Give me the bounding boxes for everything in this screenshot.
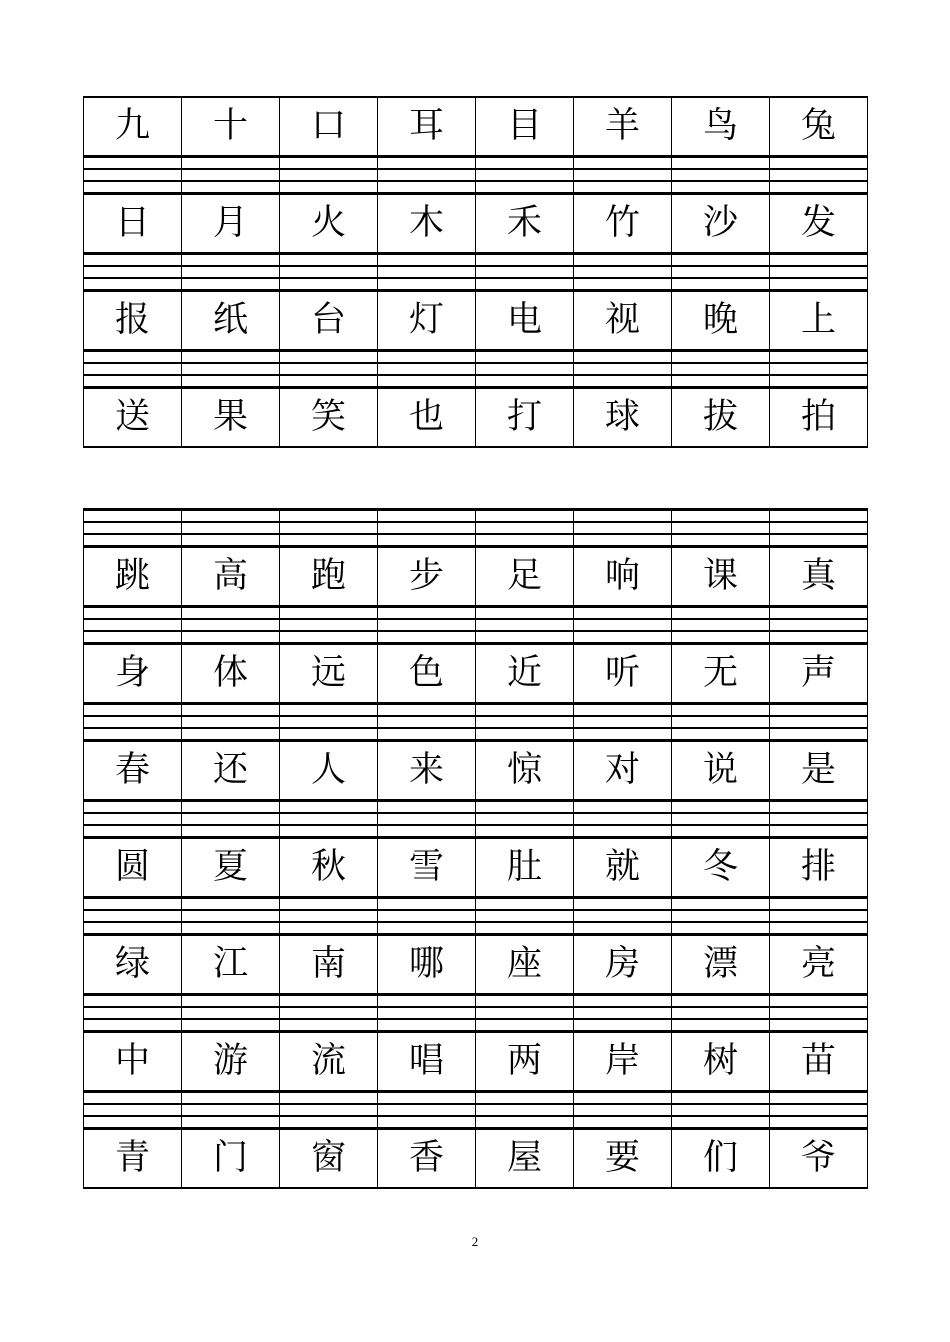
character-cell: 是 <box>770 742 868 800</box>
character-cell: 屋 <box>476 1130 574 1189</box>
character-cell: 香 <box>378 1130 476 1189</box>
pinyin-cell <box>770 350 868 389</box>
pinyin-cell <box>574 1091 672 1130</box>
character-cell: 真 <box>770 548 868 606</box>
character-cell: 雪 <box>378 839 476 897</box>
character-cell: 人 <box>280 742 378 800</box>
pinyin-writing-row <box>84 1091 868 1130</box>
pinyin-cell <box>182 897 280 936</box>
character-row <box>84 389 868 448</box>
pinyin-cell <box>84 703 182 742</box>
pinyin-cell <box>672 897 770 936</box>
pinyin-cell <box>84 994 182 1033</box>
pinyin-cell <box>378 509 476 548</box>
character-cell: 要 <box>574 1130 672 1189</box>
pinyin-cell <box>770 994 868 1033</box>
character-cell: 夏 <box>182 839 280 897</box>
character-cell: 门 <box>182 1130 280 1189</box>
character-row <box>84 292 868 350</box>
character-row <box>84 1033 868 1091</box>
character-row <box>84 742 868 800</box>
character-cell: 春 <box>84 742 182 800</box>
character-cell: 唱 <box>378 1033 476 1091</box>
character-cell: 江 <box>182 936 280 994</box>
pinyin-cell <box>182 253 280 292</box>
pinyin-cell <box>770 509 868 548</box>
character-cell: 竹 <box>574 195 672 253</box>
character-row <box>84 548 868 606</box>
character-cell: 目 <box>476 97 574 156</box>
character-cell: 晚 <box>672 292 770 350</box>
character-cell: 上 <box>770 292 868 350</box>
pinyin-writing-row <box>84 994 868 1033</box>
character-cell: 响 <box>574 548 672 606</box>
pinyin-cell <box>84 253 182 292</box>
pinyin-cell <box>378 156 476 195</box>
pinyin-cell <box>672 994 770 1033</box>
character-cell: 座 <box>476 936 574 994</box>
character-grid-1 <box>83 96 868 448</box>
pinyin-cell <box>476 800 574 839</box>
character-cell: 岸 <box>574 1033 672 1091</box>
character-cell: 排 <box>770 839 868 897</box>
character-cell: 球 <box>574 389 672 448</box>
character-cell: 青 <box>84 1130 182 1189</box>
character-cell: 远 <box>280 645 378 703</box>
pinyin-cell <box>84 156 182 195</box>
pinyin-cell <box>182 509 280 548</box>
pinyin-cell <box>280 897 378 936</box>
character-cell: 发 <box>770 195 868 253</box>
character-row <box>84 839 868 897</box>
character-cell: 圆 <box>84 839 182 897</box>
character-cell: 流 <box>280 1033 378 1091</box>
pinyin-cell <box>378 897 476 936</box>
character-cell: 中 <box>84 1033 182 1091</box>
pinyin-cell <box>672 703 770 742</box>
pinyin-cell <box>672 253 770 292</box>
character-cell: 高 <box>182 548 280 606</box>
character-cell: 耳 <box>378 97 476 156</box>
character-cell: 口 <box>280 97 378 156</box>
pinyin-cell <box>476 897 574 936</box>
pinyin-cell <box>378 1091 476 1130</box>
character-cell: 们 <box>672 1130 770 1189</box>
character-cell: 苗 <box>770 1033 868 1091</box>
character-cell: 日 <box>84 195 182 253</box>
pinyin-cell <box>280 994 378 1033</box>
pinyin-writing-row <box>84 350 868 389</box>
character-cell: 月 <box>182 195 280 253</box>
character-cell: 绿 <box>84 936 182 994</box>
character-cell: 台 <box>280 292 378 350</box>
character-cell: 听 <box>574 645 672 703</box>
character-cell: 果 <box>182 389 280 448</box>
pinyin-cell <box>770 703 868 742</box>
character-cell: 禾 <box>476 195 574 253</box>
character-cell: 木 <box>378 195 476 253</box>
pinyin-cell <box>182 994 280 1033</box>
pinyin-cell <box>476 509 574 548</box>
pinyin-cell <box>476 606 574 645</box>
pinyin-cell <box>182 800 280 839</box>
pinyin-cell <box>476 994 574 1033</box>
pinyin-cell <box>672 606 770 645</box>
character-cell: 说 <box>672 742 770 800</box>
pinyin-writing-row <box>84 703 868 742</box>
pinyin-cell <box>280 509 378 548</box>
pinyin-writing-row <box>84 800 868 839</box>
character-cell: 惊 <box>476 742 574 800</box>
pinyin-cell <box>672 1091 770 1130</box>
pinyin-cell <box>672 800 770 839</box>
pinyin-cell <box>84 800 182 839</box>
character-cell: 电 <box>476 292 574 350</box>
page-number: 2 <box>471 1234 479 1249</box>
character-cell: 窗 <box>280 1130 378 1189</box>
character-cell: 九 <box>84 97 182 156</box>
pinyin-cell <box>378 253 476 292</box>
pinyin-writing-row <box>84 509 868 548</box>
pinyin-cell <box>574 253 672 292</box>
pinyin-cell <box>378 350 476 389</box>
pinyin-cell <box>378 800 476 839</box>
character-cell: 沙 <box>672 195 770 253</box>
character-cell: 爷 <box>770 1130 868 1189</box>
pinyin-cell <box>672 509 770 548</box>
pinyin-writing-row <box>84 156 868 195</box>
pinyin-cell <box>574 897 672 936</box>
character-row <box>84 97 868 156</box>
character-cell: 体 <box>182 645 280 703</box>
pinyin-cell <box>280 350 378 389</box>
character-row <box>84 195 868 253</box>
character-cell: 送 <box>84 389 182 448</box>
pinyin-cell <box>280 1091 378 1130</box>
character-cell: 近 <box>476 645 574 703</box>
character-grid-2 <box>83 508 868 1189</box>
character-cell: 也 <box>378 389 476 448</box>
character-cell: 色 <box>378 645 476 703</box>
character-cell: 亮 <box>770 936 868 994</box>
character-cell: 秋 <box>280 839 378 897</box>
character-cell: 纸 <box>182 292 280 350</box>
pinyin-cell <box>770 606 868 645</box>
character-cell: 冬 <box>672 839 770 897</box>
pinyin-writing-row <box>84 606 868 645</box>
pinyin-cell <box>574 509 672 548</box>
character-cell: 南 <box>280 936 378 994</box>
character-cell: 跳 <box>84 548 182 606</box>
character-cell: 鸟 <box>672 97 770 156</box>
character-cell: 拍 <box>770 389 868 448</box>
character-cell: 羊 <box>574 97 672 156</box>
character-cell: 来 <box>378 742 476 800</box>
character-cell: 视 <box>574 292 672 350</box>
pinyin-cell <box>574 703 672 742</box>
pinyin-cell <box>182 606 280 645</box>
pinyin-writing-row <box>84 897 868 936</box>
pinyin-cell <box>182 1091 280 1130</box>
pinyin-cell <box>280 606 378 645</box>
pinyin-cell <box>476 253 574 292</box>
pinyin-cell <box>476 156 574 195</box>
character-cell: 漂 <box>672 936 770 994</box>
character-cell: 树 <box>672 1033 770 1091</box>
pinyin-cell <box>378 703 476 742</box>
pinyin-cell <box>84 897 182 936</box>
character-cell: 哪 <box>378 936 476 994</box>
grid-2-body <box>84 509 868 1189</box>
pinyin-cell <box>182 156 280 195</box>
character-cell: 十 <box>182 97 280 156</box>
pinyin-cell <box>280 156 378 195</box>
character-cell: 拔 <box>672 389 770 448</box>
character-cell: 跑 <box>280 548 378 606</box>
pinyin-writing-row <box>84 253 868 292</box>
character-row <box>84 936 868 994</box>
character-row <box>84 1130 868 1189</box>
character-cell: 声 <box>770 645 868 703</box>
character-cell: 对 <box>574 742 672 800</box>
pinyin-cell <box>84 1091 182 1130</box>
pinyin-cell <box>280 253 378 292</box>
pinyin-cell <box>672 350 770 389</box>
character-cell: 步 <box>378 548 476 606</box>
character-cell: 房 <box>574 936 672 994</box>
character-cell: 两 <box>476 1033 574 1091</box>
pinyin-cell <box>770 897 868 936</box>
character-cell: 肚 <box>476 839 574 897</box>
pinyin-cell <box>770 156 868 195</box>
pinyin-cell <box>84 509 182 548</box>
character-cell: 兔 <box>770 97 868 156</box>
character-cell: 无 <box>672 645 770 703</box>
pinyin-cell <box>84 350 182 389</box>
pinyin-cell <box>574 994 672 1033</box>
pinyin-cell <box>182 350 280 389</box>
character-cell: 还 <box>182 742 280 800</box>
pinyin-cell <box>672 156 770 195</box>
character-cell: 就 <box>574 839 672 897</box>
pinyin-cell <box>770 800 868 839</box>
pinyin-cell <box>574 606 672 645</box>
character-cell: 笑 <box>280 389 378 448</box>
pinyin-cell <box>770 1091 868 1130</box>
character-row <box>84 645 868 703</box>
pinyin-cell <box>378 994 476 1033</box>
pinyin-cell <box>574 156 672 195</box>
pinyin-cell <box>280 800 378 839</box>
character-cell: 游 <box>182 1033 280 1091</box>
character-cell: 火 <box>280 195 378 253</box>
character-cell: 打 <box>476 389 574 448</box>
pinyin-cell <box>182 703 280 742</box>
character-cell: 报 <box>84 292 182 350</box>
pinyin-cell <box>476 1091 574 1130</box>
character-cell: 足 <box>476 548 574 606</box>
character-cell: 身 <box>84 645 182 703</box>
character-cell: 灯 <box>378 292 476 350</box>
character-cell: 课 <box>672 548 770 606</box>
pinyin-cell <box>84 606 182 645</box>
pinyin-cell <box>378 606 476 645</box>
pinyin-cell <box>476 703 574 742</box>
pinyin-cell <box>574 350 672 389</box>
pinyin-cell <box>574 800 672 839</box>
pinyin-cell <box>280 703 378 742</box>
pinyin-cell <box>476 350 574 389</box>
grid-1-body <box>84 97 868 447</box>
pinyin-cell <box>770 253 868 292</box>
